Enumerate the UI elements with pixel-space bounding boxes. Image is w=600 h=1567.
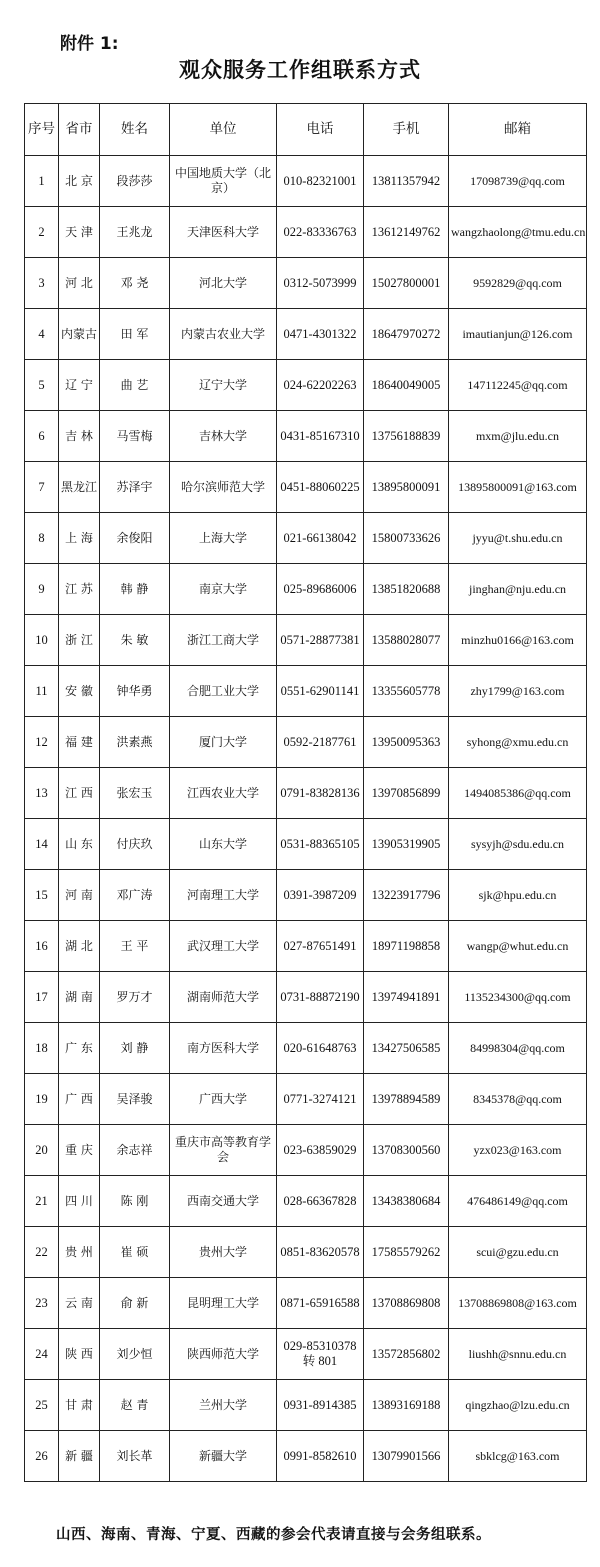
row-unit: 哈尔滨师范大学 xyxy=(170,462,277,513)
row-contact-name: 付庆玖 xyxy=(100,819,170,870)
table-row xyxy=(25,1227,587,1278)
row-index: 18 xyxy=(25,1023,59,1074)
row-contact-name: 刘 静 xyxy=(100,1023,170,1074)
row-contact-name: 俞 新 xyxy=(100,1278,170,1329)
row-unit: 武汉理工大学 xyxy=(170,921,277,972)
row-email: 1494085386@qq.com xyxy=(449,768,587,819)
table-row xyxy=(25,513,587,564)
row-unit: 中国地质大学（北京） xyxy=(170,156,277,207)
row-province: 甘 肃 xyxy=(59,1380,100,1431)
row-contact-name: 崔 硕 xyxy=(100,1227,170,1278)
row-unit: 吉林大学 xyxy=(170,411,277,462)
table-row xyxy=(25,1329,587,1380)
row-unit: 陕西师范大学 xyxy=(170,1329,277,1380)
row-unit: 内蒙古农业大学 xyxy=(170,309,277,360)
row-province: 安 徽 xyxy=(59,666,100,717)
row-province: 河 北 xyxy=(59,258,100,309)
row-index: 5 xyxy=(25,360,59,411)
row-phone: 028-66367828 xyxy=(277,1176,364,1227)
row-unit: 南方医科大学 xyxy=(170,1023,277,1074)
col-header-mobile: 手机 xyxy=(364,104,449,156)
row-phone: 0471-4301322 xyxy=(277,309,364,360)
row-phone: 0431-85167310 xyxy=(277,411,364,462)
row-mobile: 13811357942 xyxy=(364,156,449,207)
row-index: 15 xyxy=(25,870,59,921)
row-unit: 重庆市高等教育学会 xyxy=(170,1125,277,1176)
row-unit: 南京大学 xyxy=(170,564,277,615)
row-index: 1 xyxy=(25,156,59,207)
row-province: 贵 州 xyxy=(59,1227,100,1278)
row-province: 天 津 xyxy=(59,207,100,258)
footer-note: 山西、海南、青海、宁夏、西藏的参会代表请直接与会务组联系。 xyxy=(56,1526,491,1543)
row-mobile: 13893169188 xyxy=(364,1380,449,1431)
row-email: syhong@xmu.edu.cn xyxy=(449,717,587,768)
table-row xyxy=(25,156,587,207)
row-index: 26 xyxy=(25,1431,59,1482)
row-mobile: 13905319905 xyxy=(364,819,449,870)
row-index: 3 xyxy=(25,258,59,309)
row-mobile: 13970856899 xyxy=(364,768,449,819)
row-province: 辽 宁 xyxy=(59,360,100,411)
row-phone: 0571-28877381 xyxy=(277,615,364,666)
row-phone: 0931-8914385 xyxy=(277,1380,364,1431)
row-contact-name: 赵 青 xyxy=(100,1380,170,1431)
row-index: 7 xyxy=(25,462,59,513)
row-unit: 厦门大学 xyxy=(170,717,277,768)
row-index: 12 xyxy=(25,717,59,768)
row-contact-name: 田 军 xyxy=(100,309,170,360)
row-unit: 江西农业大学 xyxy=(170,768,277,819)
row-mobile: 13438380684 xyxy=(364,1176,449,1227)
row-unit: 天津医科大学 xyxy=(170,207,277,258)
row-unit: 西南交通大学 xyxy=(170,1176,277,1227)
row-province: 山 东 xyxy=(59,819,100,870)
row-province: 湖 南 xyxy=(59,972,100,1023)
row-email: sbklcg@163.com xyxy=(449,1431,587,1482)
row-contact-name: 韩 静 xyxy=(100,564,170,615)
row-mobile: 13974941891 xyxy=(364,972,449,1023)
col-header-email: 邮箱 xyxy=(449,104,587,156)
row-index: 16 xyxy=(25,921,59,972)
row-mobile: 13079901566 xyxy=(364,1431,449,1482)
row-province: 四 川 xyxy=(59,1176,100,1227)
table-row xyxy=(25,1074,587,1125)
table-row xyxy=(25,564,587,615)
table-row xyxy=(25,768,587,819)
row-phone: 010-82321001 xyxy=(277,156,364,207)
row-province: 上 海 xyxy=(59,513,100,564)
row-index: 9 xyxy=(25,564,59,615)
row-contact-name: 钟华勇 xyxy=(100,666,170,717)
table-row xyxy=(25,462,587,513)
row-index: 21 xyxy=(25,1176,59,1227)
col-header-unit: 单位 xyxy=(170,104,277,156)
row-phone: 0851-83620578 xyxy=(277,1227,364,1278)
row-phone: 0531-88365105 xyxy=(277,819,364,870)
row-email: 13708869808@163.com xyxy=(449,1278,587,1329)
row-mobile: 18647970272 xyxy=(364,309,449,360)
row-contact-name: 段莎莎 xyxy=(100,156,170,207)
col-header-phone: 电话 xyxy=(277,104,364,156)
row-contact-name: 苏泽宇 xyxy=(100,462,170,513)
row-index: 6 xyxy=(25,411,59,462)
row-index: 2 xyxy=(25,207,59,258)
row-email: zhy1799@163.com xyxy=(449,666,587,717)
row-contact-name: 曲 艺 xyxy=(100,360,170,411)
row-mobile: 13895800091 xyxy=(364,462,449,513)
row-mobile: 13708300560 xyxy=(364,1125,449,1176)
row-contact-name: 陈 刚 xyxy=(100,1176,170,1227)
row-email: 8345378@qq.com xyxy=(449,1074,587,1125)
row-phone: 0312-5073999 xyxy=(277,258,364,309)
row-email: scui@gzu.edu.cn xyxy=(449,1227,587,1278)
row-email: mxm@jlu.edu.cn xyxy=(449,411,587,462)
row-province: 内蒙古 xyxy=(59,309,100,360)
row-email: imautianjun@126.com xyxy=(449,309,587,360)
row-province: 江 西 xyxy=(59,768,100,819)
table-row xyxy=(25,819,587,870)
row-province: 广 东 xyxy=(59,1023,100,1074)
row-province: 吉 林 xyxy=(59,411,100,462)
table-row xyxy=(25,717,587,768)
row-mobile: 18640049005 xyxy=(364,360,449,411)
row-unit: 湖南师范大学 xyxy=(170,972,277,1023)
row-mobile: 17585579262 xyxy=(364,1227,449,1278)
row-unit: 河南理工大学 xyxy=(170,870,277,921)
row-mobile: 13756188839 xyxy=(364,411,449,462)
contact-table xyxy=(24,103,587,1482)
row-unit: 河北大学 xyxy=(170,258,277,309)
row-mobile: 15027800001 xyxy=(364,258,449,309)
table-row xyxy=(25,411,587,462)
row-unit: 上海大学 xyxy=(170,513,277,564)
row-mobile: 13851820688 xyxy=(364,564,449,615)
table-row xyxy=(25,921,587,972)
row-mobile: 18971198858 xyxy=(364,921,449,972)
row-phone: 0451-88060225 xyxy=(277,462,364,513)
row-unit: 昆明理工大学 xyxy=(170,1278,277,1329)
row-phone: 0791-83828136 xyxy=(277,768,364,819)
col-header-name: 姓名 xyxy=(100,104,170,156)
row-email: 84998304@qq.com xyxy=(449,1023,587,1074)
row-email: 13895800091@163.com xyxy=(449,462,587,513)
row-email: 476486149@qq.com xyxy=(449,1176,587,1227)
attachment-label: 附件 1: xyxy=(60,34,119,54)
row-mobile: 13427506585 xyxy=(364,1023,449,1074)
row-unit: 兰州大学 xyxy=(170,1380,277,1431)
row-contact-name: 刘少恒 xyxy=(100,1329,170,1380)
row-unit: 贵州大学 xyxy=(170,1227,277,1278)
row-contact-name: 邓 尧 xyxy=(100,258,170,309)
table-row xyxy=(25,207,587,258)
row-contact-name: 张宏玉 xyxy=(100,768,170,819)
table-row xyxy=(25,972,587,1023)
table-row xyxy=(25,360,587,411)
row-phone: 024-62202263 xyxy=(277,360,364,411)
col-header-province: 省市 xyxy=(59,104,100,156)
row-phone: 0991-8582610 xyxy=(277,1431,364,1482)
row-phone: 0731-88872190 xyxy=(277,972,364,1023)
row-index: 4 xyxy=(25,309,59,360)
row-contact-name: 王兆龙 xyxy=(100,207,170,258)
row-index: 8 xyxy=(25,513,59,564)
row-index: 19 xyxy=(25,1074,59,1125)
row-index: 10 xyxy=(25,615,59,666)
row-email: 1135234300@qq.com xyxy=(449,972,587,1023)
row-email: yzx023@163.com xyxy=(449,1125,587,1176)
row-province: 广 西 xyxy=(59,1074,100,1125)
row-email: qingzhao@lzu.edu.cn xyxy=(449,1380,587,1431)
row-province: 云 南 xyxy=(59,1278,100,1329)
row-contact-name: 马雪梅 xyxy=(100,411,170,462)
table-row xyxy=(25,1431,587,1482)
row-unit: 辽宁大学 xyxy=(170,360,277,411)
table-row xyxy=(25,258,587,309)
row-mobile: 13612149762 xyxy=(364,207,449,258)
row-phone: 027-87651491 xyxy=(277,921,364,972)
table-row xyxy=(25,1176,587,1227)
row-email: jyyu@t.shu.edu.cn xyxy=(449,513,587,564)
row-phone: 0551-62901141 xyxy=(277,666,364,717)
row-index: 17 xyxy=(25,972,59,1023)
row-phone: 021-66138042 xyxy=(277,513,364,564)
row-phone: 0592-2187761 xyxy=(277,717,364,768)
row-email: minzhu0166@163.com xyxy=(449,615,587,666)
table-row xyxy=(25,1125,587,1176)
row-email: sysyjh@sdu.edu.cn xyxy=(449,819,587,870)
row-contact-name: 余俊阳 xyxy=(100,513,170,564)
row-email: jinghan@nju.edu.cn xyxy=(449,564,587,615)
row-phone: 022-83336763 xyxy=(277,207,364,258)
row-index: 25 xyxy=(25,1380,59,1431)
row-province: 福 建 xyxy=(59,717,100,768)
row-mobile: 13223917796 xyxy=(364,870,449,921)
row-index: 11 xyxy=(25,666,59,717)
table-row xyxy=(25,1023,587,1074)
row-province: 浙 江 xyxy=(59,615,100,666)
row-email: 17098739@qq.com xyxy=(449,156,587,207)
row-phone: 0871-65916588 xyxy=(277,1278,364,1329)
row-index: 13 xyxy=(25,768,59,819)
row-province: 河 南 xyxy=(59,870,100,921)
row-phone: 0771-3274121 xyxy=(277,1074,364,1125)
row-province: 湖 北 xyxy=(59,921,100,972)
page-title: 观众服务工作组联系方式 xyxy=(179,57,421,82)
row-mobile: 15800733626 xyxy=(364,513,449,564)
table-row xyxy=(25,870,587,921)
table-row xyxy=(25,1380,587,1431)
row-province: 北 京 xyxy=(59,156,100,207)
row-index: 23 xyxy=(25,1278,59,1329)
table-row xyxy=(25,666,587,717)
table-row xyxy=(25,1278,587,1329)
row-email: 147112245@qq.com xyxy=(449,360,587,411)
row-mobile: 13950095363 xyxy=(364,717,449,768)
row-mobile: 13572856802 xyxy=(364,1329,449,1380)
row-index: 20 xyxy=(25,1125,59,1176)
row-phone: 025-89686006 xyxy=(277,564,364,615)
table-header-row xyxy=(25,104,587,156)
row-unit: 广西大学 xyxy=(170,1074,277,1125)
row-unit: 合肥工业大学 xyxy=(170,666,277,717)
row-email: liushh@snnu.edu.cn xyxy=(449,1329,587,1380)
row-mobile: 13708869808 xyxy=(364,1278,449,1329)
row-email: wangp@whut.edu.cn xyxy=(449,921,587,972)
row-unit: 新疆大学 xyxy=(170,1431,277,1482)
row-unit: 浙江工商大学 xyxy=(170,615,277,666)
row-index: 14 xyxy=(25,819,59,870)
row-contact-name: 王 平 xyxy=(100,921,170,972)
row-contact-name: 洪素燕 xyxy=(100,717,170,768)
row-phone: 029-85310378 转 801 xyxy=(277,1329,364,1380)
row-province: 重 庆 xyxy=(59,1125,100,1176)
row-province: 黑龙江 xyxy=(59,462,100,513)
row-province: 江 苏 xyxy=(59,564,100,615)
row-phone: 023-63859029 xyxy=(277,1125,364,1176)
row-contact-name: 邓广涛 xyxy=(100,870,170,921)
row-province: 陕 西 xyxy=(59,1329,100,1380)
row-contact-name: 余志祥 xyxy=(100,1125,170,1176)
row-email: wangzhaolong@tmu.edu.cn xyxy=(449,207,587,258)
table-row xyxy=(25,309,587,360)
row-index: 22 xyxy=(25,1227,59,1278)
row-email: sjk@hpu.edu.cn xyxy=(449,870,587,921)
table-row xyxy=(25,615,587,666)
row-unit: 山东大学 xyxy=(170,819,277,870)
row-mobile: 13588028077 xyxy=(364,615,449,666)
col-header-index: 序号 xyxy=(25,104,59,156)
row-index: 24 xyxy=(25,1329,59,1380)
row-phone: 020-61648763 xyxy=(277,1023,364,1074)
row-email: 9592829@qq.com xyxy=(449,258,587,309)
row-contact-name: 朱 敏 xyxy=(100,615,170,666)
row-mobile: 13355605778 xyxy=(364,666,449,717)
row-contact-name: 罗万才 xyxy=(100,972,170,1023)
row-phone: 0391-3987209 xyxy=(277,870,364,921)
row-province: 新 疆 xyxy=(59,1431,100,1482)
row-contact-name: 吴泽骏 xyxy=(100,1074,170,1125)
row-contact-name: 刘长革 xyxy=(100,1431,170,1482)
row-mobile: 13978894589 xyxy=(364,1074,449,1125)
